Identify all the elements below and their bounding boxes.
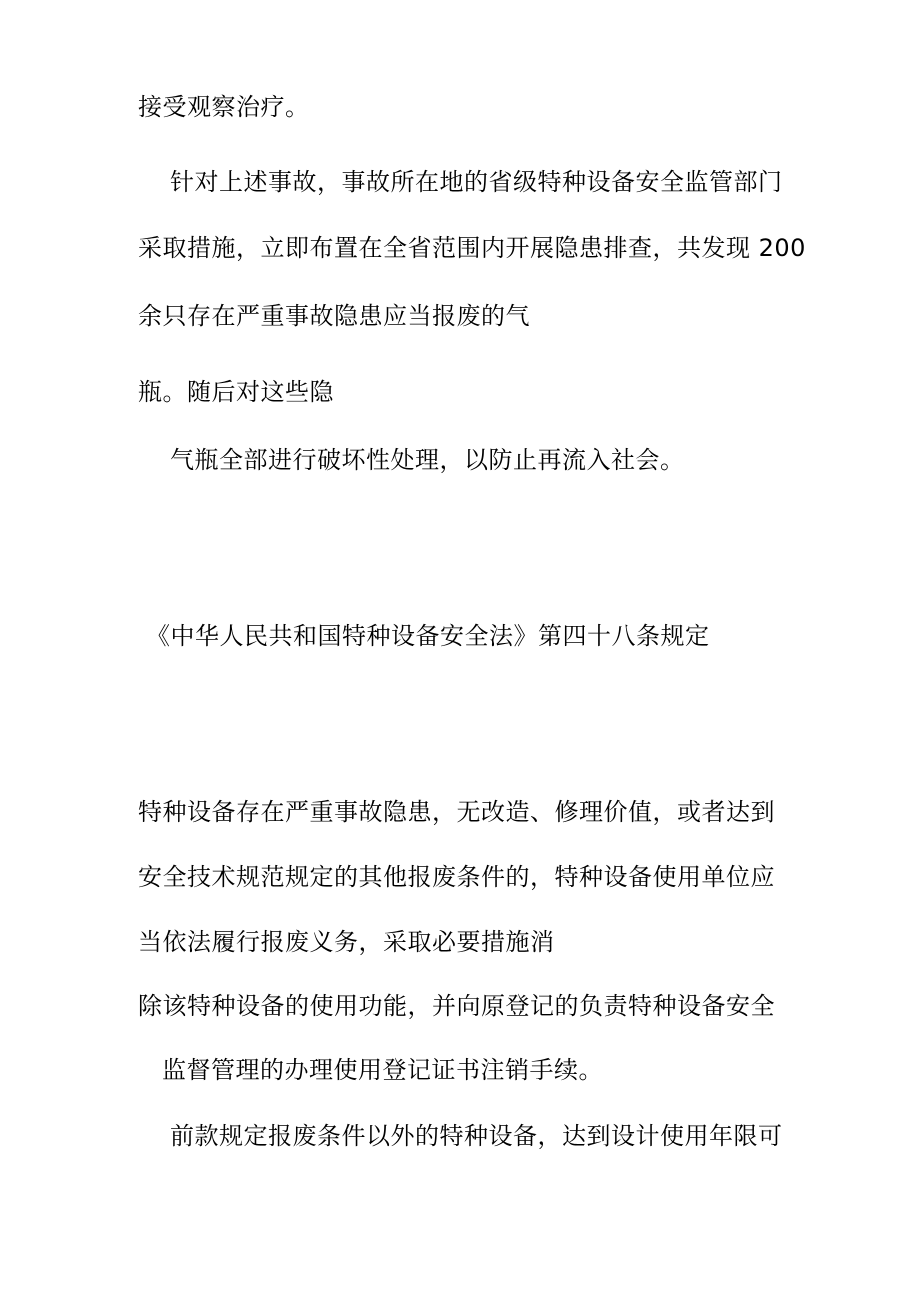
paragraph-text-line: 瓶。随后对这些隐 (138, 378, 334, 406)
paragraph-text-line: 前款规定报废条件以外的特种设备，达到设计使用年限可 (170, 1122, 783, 1150)
paragraph-text-line: 当依法履行报废义务，采取必要措施消 (138, 928, 555, 956)
paragraph-text-line: 除该特种设备的使用功能，并向原登记的负责特种设备安全 (138, 992, 775, 1020)
paragraph-text-line: 安全技术规范规定的其他报废条件的，特种设备使用单位应 (138, 863, 775, 891)
paragraph-text-line: 余只存在严重事故隐患应当报废的气 (138, 302, 530, 330)
paragraph-text-line: 特种设备存在严重事故隐患，无改造、修理价值，或者达到 (138, 798, 775, 826)
paragraph-text-line: 采取措施，立即布置在全省范围内开展隐患排查，共发现 200 (138, 234, 806, 262)
paragraph-text-line: 针对上述事故，事故所在地的省级特种设备安全监管部门 (170, 168, 783, 196)
section-heading: 《中华人民共和国特种设备安全法》第四十八条规定 (146, 622, 710, 650)
paragraph-text-line: 接受观察治疗。 (138, 93, 310, 121)
paragraph-text-line: 气瓶全部进行破坏性处理，以防止再流入社会。 (170, 446, 685, 474)
paragraph-text-line: 监督管理的办理使用登记证书注销手续。 (162, 1056, 603, 1084)
